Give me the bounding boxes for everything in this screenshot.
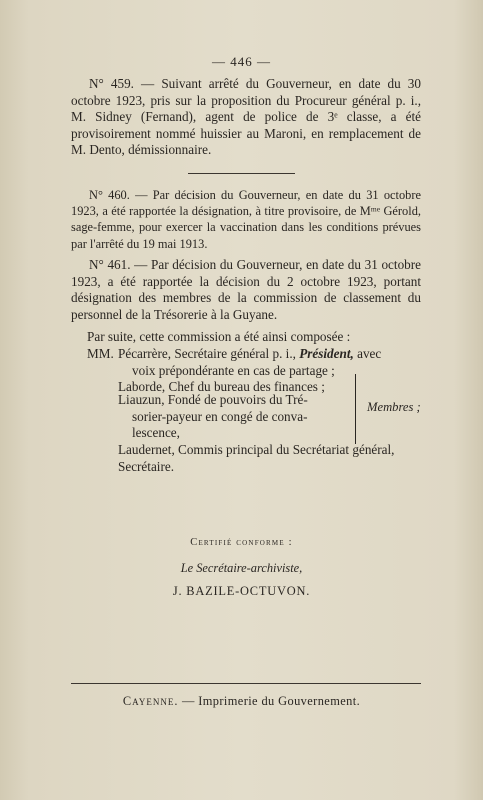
member-liauzun-line-3: lescence, — [132, 425, 180, 441]
membres-label: Membres ; — [367, 400, 421, 414]
secretary-line-1: Laudernet, Commis principal du Secrétariat général, — [118, 442, 395, 457]
decision-459 — [71, 76, 421, 159]
printer-footer — [0, 694, 483, 709]
member-liauzun-line-1: Liauzun, Fondé de pouvoirs du Tré- — [118, 392, 308, 407]
president-title: Président, — [299, 346, 354, 361]
members-brace — [355, 374, 362, 444]
commission-intro: Par suite, cette commission a été ainsi composée : — [87, 329, 351, 344]
member-laborde: Laborde, Chef du bureau des finances ; — [118, 379, 325, 394]
decision-461-text: N° 461. — Par décision du Gouverneur, en date du 31 octobre 1923, a été rapportée la décision du 2 octobre 1923, portant désignation des membres de la commission de classement du personnel de la Trésorerie à la Guyane. — [71, 257, 421, 322]
decision-459-text: N° 459. — Suivant arrêté du Gouverneur, en date du 30 octobre 1923, pris sur la proposition du Procureur général p. i., M. Sidney (Fernand), agent de police de 3ᵉ classe, a été provisoirement nommé huissier au Maroni, en remplacement de M. Dento, démissionnaire. — [71, 76, 421, 158]
member-liauzun-line-2: sorier-payeur en congé de conva- — [132, 408, 308, 424]
president-line-1 — [118, 346, 432, 363]
signatory-name: J. BAZILE-OCTUVON. — [172, 584, 311, 598]
secretary-line-2: Secrétaire. — [118, 458, 175, 474]
decision-461 — [71, 257, 421, 323]
footer-printer: — Imprimerie du Gouvernement. — [181, 694, 361, 708]
page-number: — 446 — — [212, 54, 271, 69]
member-liauzun — [118, 392, 358, 442]
decision-460-text: N° 460. — Par décision du Gouverneur, en date du 31 octobre 1923, a été rapportée la désignation, à titre provisoire, de Mᵐᵉ Gérold, sage-femme, pour exercer la vaccination dans les conditions prévues par l'arrêté du 19 mai 1913. — [71, 188, 421, 251]
section-divider — [188, 173, 295, 174]
president-line-2: voix prépondérante en cas de partage ; — [132, 362, 335, 378]
footer-city: Cayenne. — [122, 694, 179, 708]
president-name: Pécarrère, Secrétaire général p. i., — [118, 346, 296, 361]
footer-rule — [71, 683, 421, 684]
president-entry — [118, 346, 432, 379]
decision-460 — [71, 187, 421, 252]
member-laudernet — [118, 442, 438, 475]
certifie-conforme: Certifié conforme : — [190, 537, 293, 548]
secretaire-archiviste: Le Secrétaire-archiviste, — [180, 561, 303, 575]
mm-label: MM. — [87, 346, 114, 361]
president-avec: avec — [357, 346, 382, 361]
